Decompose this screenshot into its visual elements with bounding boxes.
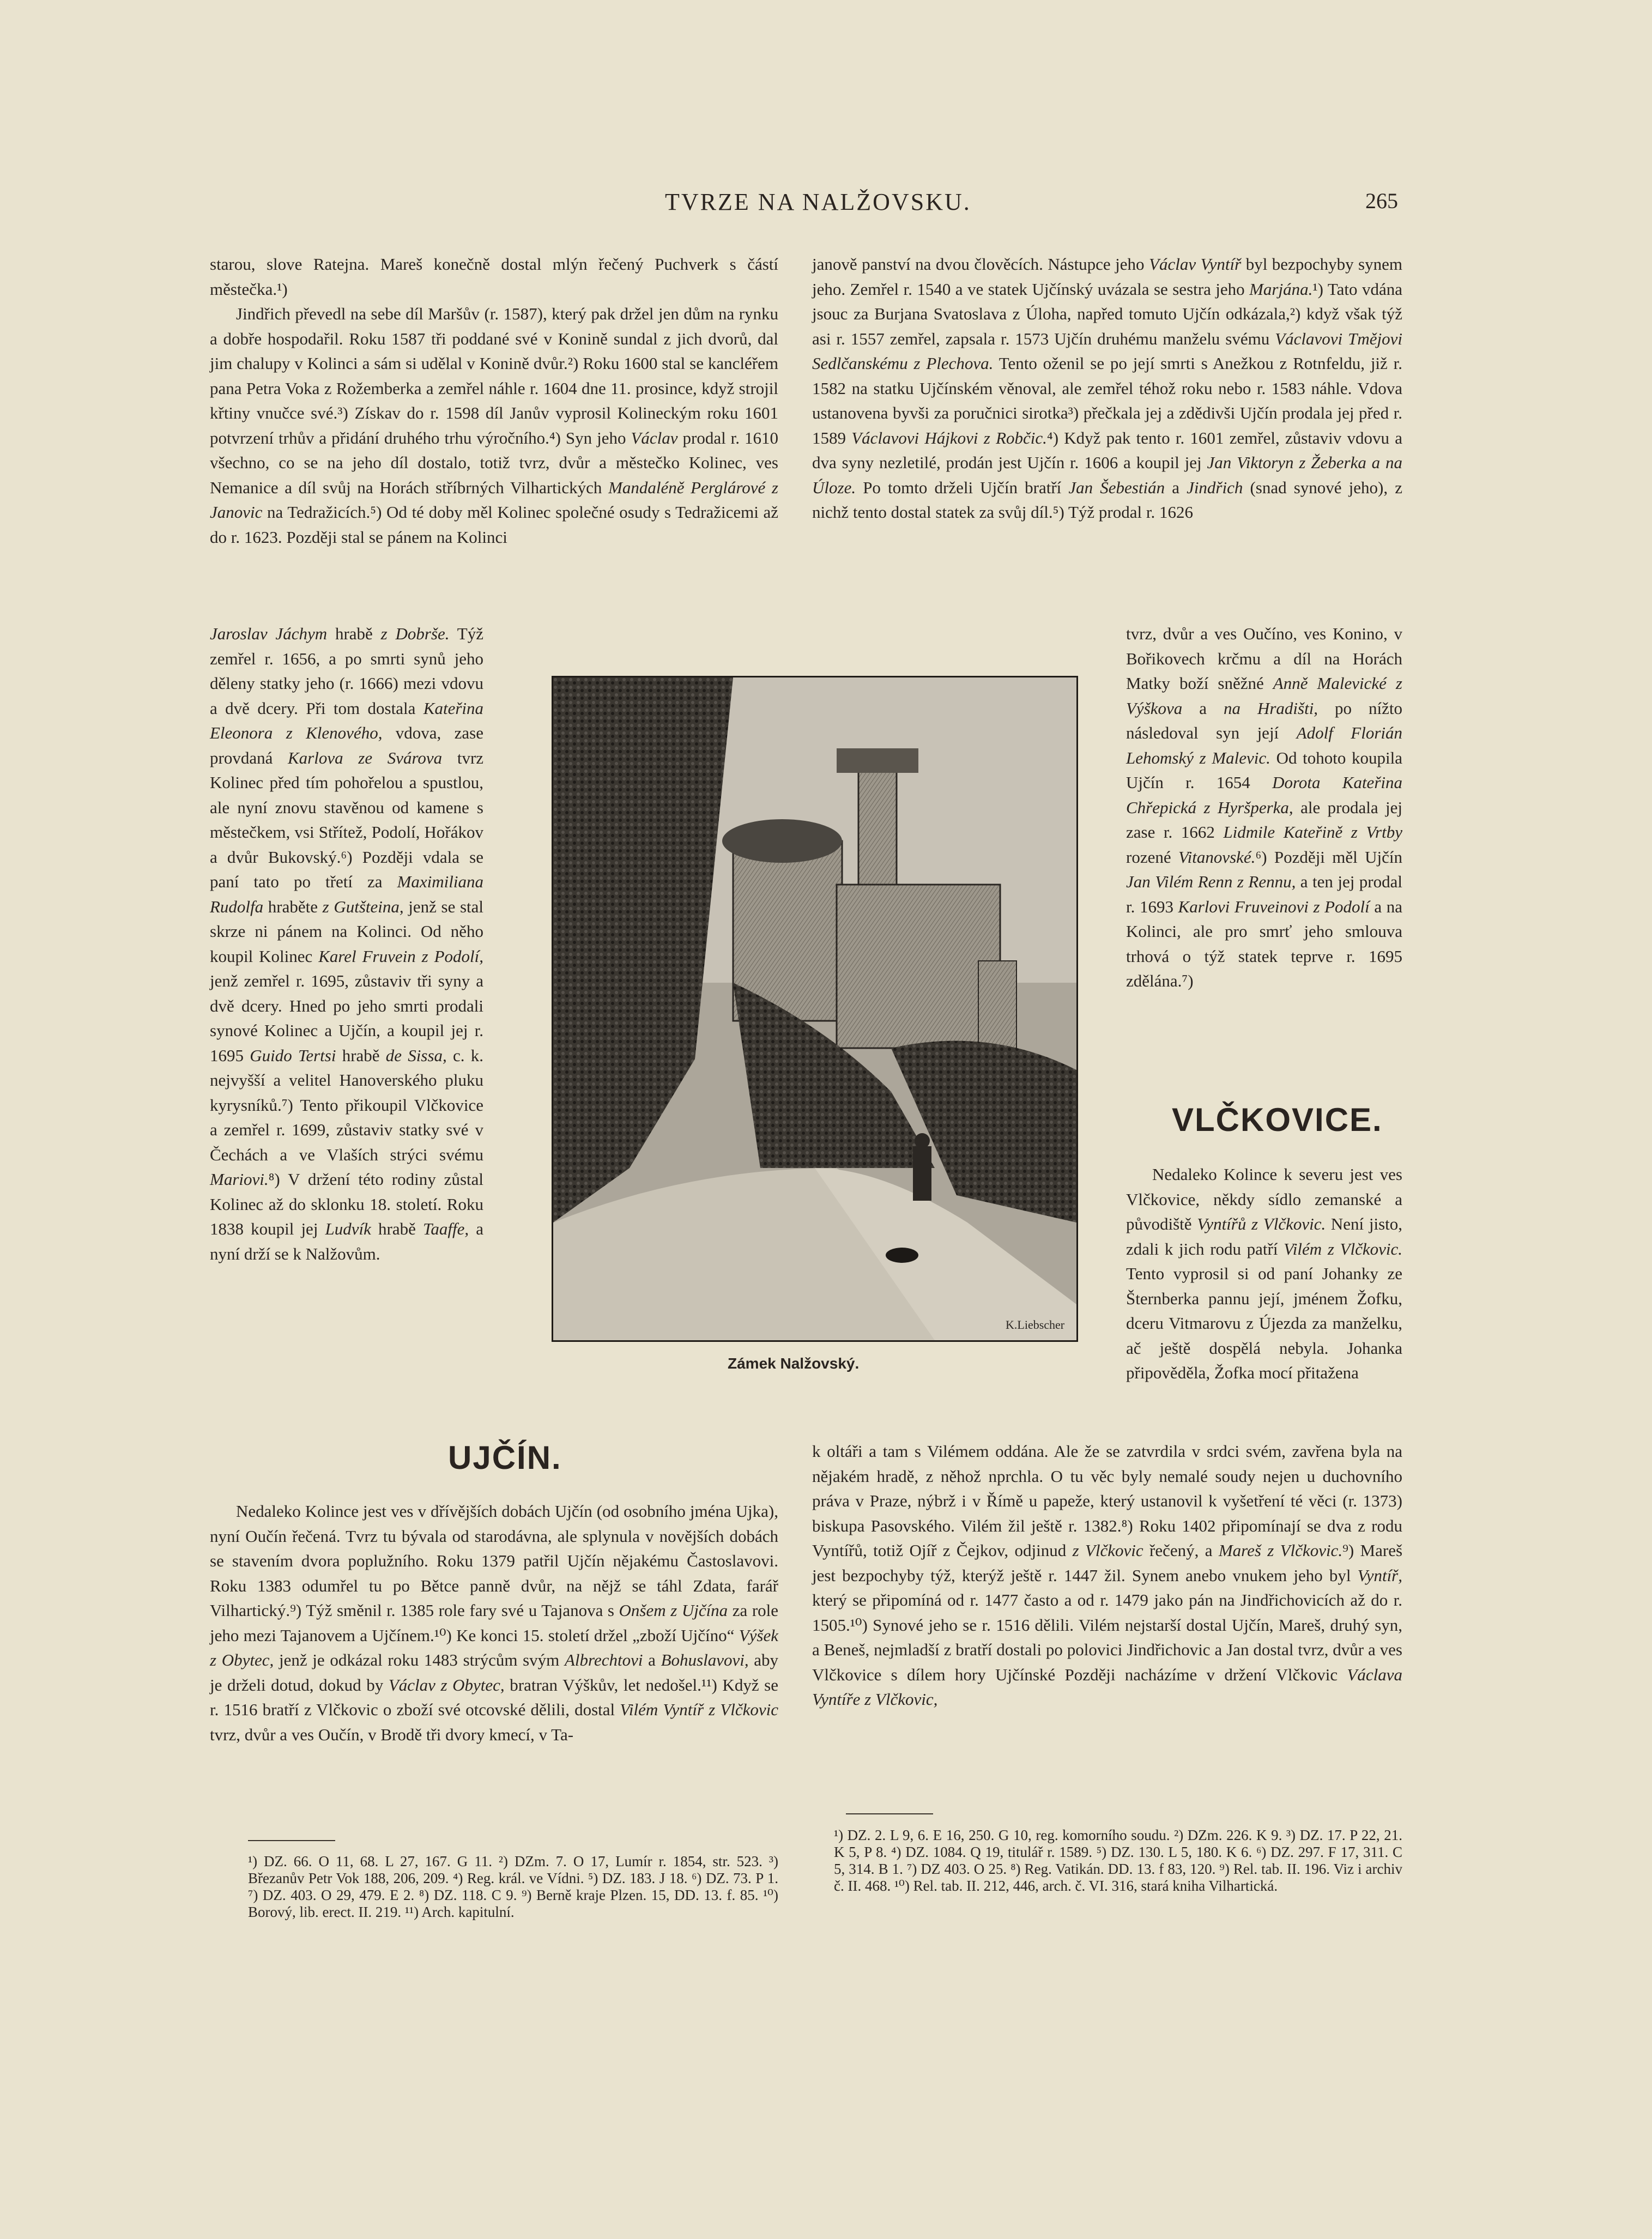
person-name: na Hradišti, xyxy=(1223,698,1318,718)
image-caption: Zámek Nalžovský. xyxy=(728,1355,860,1372)
person-name: Taaffe, xyxy=(422,1219,469,1238)
person-name: Václav xyxy=(631,428,678,447)
paragraph: starou, slove Ratejna. Mareš konečně dostal mlýn řečený Puchverk s částí městečka.¹) xyxy=(210,255,778,299)
person-name: Ludvík xyxy=(325,1219,371,1238)
person-name: Václavovi Tmějovi Sedlčanskému z Plechova. xyxy=(812,329,1403,373)
person-name: Václavovi Hájkovi z Robčic. xyxy=(851,428,1047,447)
right-column-narrow: tvrz, dvůr a ves Oučíno, ves Konino, v Bořikovech krčmu a díl na Horách Matky boží sněžné Anně Malevické z Výškova a na Hradišti, po nížto následoval syn její Adolf Florián Lehomský z Malevic. Od tohoto koupila Ujčín r. 1654 Dorota Kateřina Chřepická z Hyršperka, ale prodala jej zase r. 1662 Lidmile Kateřině z Vrtby rozené Vitanovské.⁶) Později měl Ujčín Jan Vilém Renn z Rennu, a ten jej prodal r. 1693 Karlovi Fruveinovi z Podolí a na Kolinci, ale pro smrť jeho smlouva trhová o týž statek teprve r. 1695 zdělána.⁷) xyxy=(1126,624,1402,990)
ujcin-paragraph: Nedaleko Kolince jest ves v dřívějších dobách Ujčín (od osobního jména Ujka), nyní Oučín řečená. Tvrz tu bývala od starodávna, ale splynula v novějších dobách se stavením dvora poplužního. Roku 1379 patřil Ujčín nějakému Častoslavovi. Roku 1383 odumřel tu po Bětce panně dvůr, na nějž se táhl Zdata, farář Vilhartický.⁹) Týž směnil r. 1385 role fary své u Tajanova s Onšem z Ujčína za role jeho mezi Tajanovem a Ujčínem.¹⁰) Ke konci 15. století držel „zboží Ujčíno“ Výšek z Obytec, jenž je odkázal roku 1483 strýcům svým Albrechtovi a Bohuslavovi, aby je drželi dotud, dokud by Václav z Obytec, bratran Výškův, let nedošel.¹¹) Když se r. 1516 bratří z Vlčkovic o zboží své otcovské dělili, dostal Vilém Vyntíř z Vlčkovic tvrz, dvůr a ves Oučín, v Brodě tři dvory kmecí, v Ta- xyxy=(210,1502,779,1744)
person-name: Jan Viktoryn z Žeberka a na Úloze. xyxy=(812,453,1402,497)
person-name: Vyntířů z Vlčkovic. xyxy=(1197,1214,1326,1233)
person-name: Výšek z Obytec, xyxy=(210,1625,778,1669)
person-name: de Sissa, xyxy=(385,1045,447,1065)
person-name: Dorota Kateřina Chřepická z Hyršperka, xyxy=(1126,773,1402,817)
person-name: Karlova ze Svárova xyxy=(288,748,443,767)
person-name: Jan Šebestián xyxy=(1068,477,1165,497)
person-name: Mandaléně Perglárové z Janovic xyxy=(210,477,778,522)
person-name: Mariovi. xyxy=(210,1170,269,1189)
person-name: z Gutšteina, xyxy=(322,897,404,916)
person-name: Václav Vyntíř xyxy=(1149,255,1242,274)
left-column-narrow xyxy=(210,621,483,1266)
castle-engraving xyxy=(552,676,1078,1342)
person-name: Bohuslavovi, xyxy=(661,1650,749,1669)
person-name: Kateřina Eleonora z Klenového, xyxy=(210,698,484,742)
page-number: 265 xyxy=(1365,189,1398,213)
person-name: Maximiliana Rudolfa xyxy=(210,872,484,916)
section-title-ujcin: UJČÍN. xyxy=(448,1439,562,1476)
section-title-vlckovice: VLČKOVICE. xyxy=(1172,1102,1383,1138)
person-name: Václava Vyntíře z Vlčkovic, xyxy=(812,1665,1402,1709)
engraver-signature: K.Liebscher xyxy=(1006,1318,1065,1332)
person-name: Vilém z Vlčkovic. xyxy=(1284,1239,1402,1258)
person-name: Jaroslav Jáchym xyxy=(210,624,328,643)
person-name: Jindřich xyxy=(1187,477,1243,497)
person-name: Vyntíř, xyxy=(1357,1565,1402,1585)
person-name: Anně Malevické z Výškova xyxy=(1126,674,1402,718)
left-column-top xyxy=(210,252,778,549)
footnote-divider xyxy=(846,1813,933,1814)
running-header: TVRZE NA NALŽOVSKU. xyxy=(665,189,971,215)
right-column-top: janově panství na dvou člověcích. Nástupce jeho Václav Vyntíř byl bezpochyby synem jeho. Zemřel r. 1540 a ve statek Ujčínský uvázala se sestra jeho Marjána.¹) Tato vdána jsouc za Burjana Svatoslava z Úloha, napřed tomuto Ujčín odkázala,²) když však týž asi r. 1557 zemřel, zapsala r. 1573 Ujčín druhému manželu svému Václavovi Tmějovi Sedlčanskému z Plechova. Tento oženil se po její smrti s Anežkou z Rotnfeldu, již r. 1582 na statku Ujčínském věnoval, ale zemřel téhož roku nebo r. 1583 náhle. Vdova ustanovena byvši za poručnici sirotka³) přečkala jej a zdědivši Ujčín prodala jej před r. 1589 Václavovi Hájkovi z Robčic.⁴) Když pak tento r. 1601 zemřel, zůstaviv vdovu a dva syny nezletilé, prodán jest Ujčín r. 1606 a koupil jej Jan Viktoryn z Žeberka a na Úloze. Po tomto drželi Ujčín bratří Jan Šebestián a Jindřich (snad synové jeho), z nichž tento dostal statek za svůj díl.⁵) Týž prodal r. 1626 xyxy=(812,255,1403,522)
person-name: Albrechtovi xyxy=(565,1650,643,1669)
person-name: Adolf Florián Lehomský z Malevic. xyxy=(1126,723,1402,767)
person-name: Marjána. xyxy=(1249,279,1313,299)
person-name: Jan Vilém Renn z Rennu, xyxy=(1126,872,1296,891)
footnotes-left: ¹) DZ. 66. O 11, 68. L 27, 167. G 11. ²) DZm. 7. O 17, Lumír r. 1854, str. 523. ³) Březanův Petr Vok 188, 206, 209. ⁴) Reg. král. ve Vídni. ⁵) DZ. 183. J 18. ⁶) DZ. 73. P 1. ⁷) DZ. 403. O 29, 479. E 2. ⁸) DZ. 118. C 9. ⁹) Berně kraje Plzen. 15, DD. 13. f. 85. ¹⁰) Borový, lib. erect. II. 219. ¹¹) Arch. kapitulní. xyxy=(248,1853,778,1920)
person-name: Mareš z Vlčkovic. xyxy=(1218,1541,1343,1560)
paragraph: Jindřich převedl na sebe díl Maršův (r. 1587), který pak držel jen dům na rynku a dobře hospodařil. Roku 1587 tři poddané své v Konině sundal z jich dvorů, dal jim chalupy v Kolinci a sám si udělal v Konině dvůr.²) Roku 1600 stal se kancléřem pana Petra Voka z Rožemberka a zemřel náhle r. 1604 dne 11. prosince, když strojil křtiny vnučce své.³) Získav do r. 1598 díl Janův vyprosil Kolineckým roku 1601 potvrzení trhův a přidání druhého trhu výročního.⁴) Syn jeho Václav prodal r. 1610 všechno, co se na jeho díl dostalo, totiž tvrz, dvůr a městečko Kolinec, ves Nemanice a díl svůj na Horách stříbrných Vilhartických Mandaléně Perglárové z Janovic na Tedražicích.⁵) Od té doby měl Kolinec společné osudy s Tedražicemi až do r. 1623. Později stal se pánem na Kolinci xyxy=(210,304,779,547)
footnote-divider xyxy=(248,1840,335,1841)
person-name: Lidmile Kateřině z Vrtby xyxy=(1223,822,1402,842)
vlckovice-wide: k oltáři a tam s Vilémem oddána. Ale že se zatvrdila v srdci svém, zavřena byla na nějakém hradě, z něhož nprchla. O tu věc byly nemalé soudy nejen u duchovního práva v Praze, nýbrž i v Římě u papeže, který ustanovil k vyšetření té věci (r. 1373) biskupa Pasovského. Vilém žil ještě r. 1382.⁸) Roku 1402 připomínají se dva z rodu Vyntířů, totiž Ojíř z Čejkov, odjinud z Vlčkovic řečený, a Mareš z Vlčkovic.⁹) Mareš jest bezpochyby týž, kterýž ještě r. 1447 žil. Synem anebo vnukem jeho byl Vyntíř, který se připomíná od r. 1477 často a od r. 1479 jako pán na Jindřichovicích až do r. 1505.¹⁰) Synové jeho se r. 1516 dělili. Vilém nejstarší dostal Ujčín, Mareš, druhý syn, a Beneš, nejmladší z bratří dostali po polovici Jindřichovic a Jan dostal tvrz, dvůr a ves Vlčkovice s dílem hory Ujčínské Později nacházíme v držení Vlčkovic Václava Vyntíře z Vlčkovic, xyxy=(812,1442,1403,1709)
vlckovice-narrow: Nedaleko Kolince k severu jest ves Vlčkovice, někdy sídlo zemanské a původiště Vyntířů z Vlčkovic. Není jisto, zdali k jich rodu patří Vilém z Vlčkovic. Tento vyprosil si od paní Johanky ze Šternberka pannu její, jménem Žofku, dceru Vitmarovu z Újezda za manželku, ač ještě dospělá nebyla. Johanka připověděla, Žofka mocí přitažena xyxy=(1126,1165,1402,1382)
person-name: Vilém Vyntíř z Vlčkovic xyxy=(620,1700,779,1719)
person-name: Onšem z Ujčína xyxy=(619,1601,728,1620)
person-name: Guido Tertsi xyxy=(250,1045,336,1065)
person-name: Karlovi Fruveinovi z Podolí xyxy=(1178,897,1370,916)
person-name: Karel Fruvein z Podolí, xyxy=(318,946,484,966)
footnotes-right: ¹) DZ. 2. L 9, 6. E 16, 250. G 10, reg. komorního soudu. ²) DZm. 226. K 9. ³) DZ. 17. P 22, 21. K 5, P 8. ⁴) DZ. 1084. Q 19, titulář r. 1589. ⁵) DZ. 130. L 5, 180. K 6. ⁶) DZ. 297. F 17, 311. C 5, 314. B 1. ⁷) DZ 403. O 25. ⁸) Reg. Vatikán. DD. 13. f 83, 120. ⁹) Rel. tab. II. 196. Viz i archiv č. II. 468. ¹⁰) Rel. tab. II. 212, 446, arch. č. VI. 316, stará kniha Vilhartická. xyxy=(834,1827,1402,1894)
person-name: z Dobrše. xyxy=(380,624,450,643)
paragraph: Jaroslav Jáchym hrabě z Dobrše. Týž zemřel r. 1656, a po smrti synů jeho děleny statky jeho (r. 1666) mezi vdovu a dvě dcery. Při tom dostala Kateřina Eleonora z Klenového, vdova, zase provdaná Karlova ze Svárova tvrz Kolinec před tím pohořelou a spustlou, ale nyní znovu stavěnou od kamene s městečkem, vsi Střítež, Podolí, Hořákov a dvůr Bukovský.⁶) Později vdala se paní tato po třetí za Maximiliana Rudolfa hraběte z Gutšteina, jenž se stal skrze ni pánem na Kolinci. Od něho koupil Kolinec Karel Fruvein z Podolí, jenž zemřel r. 1695, zůstaviv tři syny a dvě dcery. Hned po jeho smrti prodali synové Kolinec a Ujčín, a koupil jej r. 1695 Guido Tertsi hrabě de Sissa, c. k. nejvyšší a velitel Hanoverského pluku kyrysníků.⁷) Tento přikoupil Vlčkovice a zemřel r. 1699, zůstaviv statky své v Čechách a ve Vlaších strýci svému Mariovi.⁸) V držení této rodiny zůstal Kolinec až do sklonku 18. století. Roku 1838 koupil jej Ludvík hrabě Taaffe, a nyní drží se k Nalžovům. xyxy=(210,624,484,1263)
castle-illustration xyxy=(553,677,1076,1340)
person-name: Václav z Obytec, xyxy=(388,1675,505,1695)
person-name: Vitanovské. xyxy=(1178,847,1256,867)
person-name: z Vlčkovic xyxy=(1072,1541,1143,1560)
